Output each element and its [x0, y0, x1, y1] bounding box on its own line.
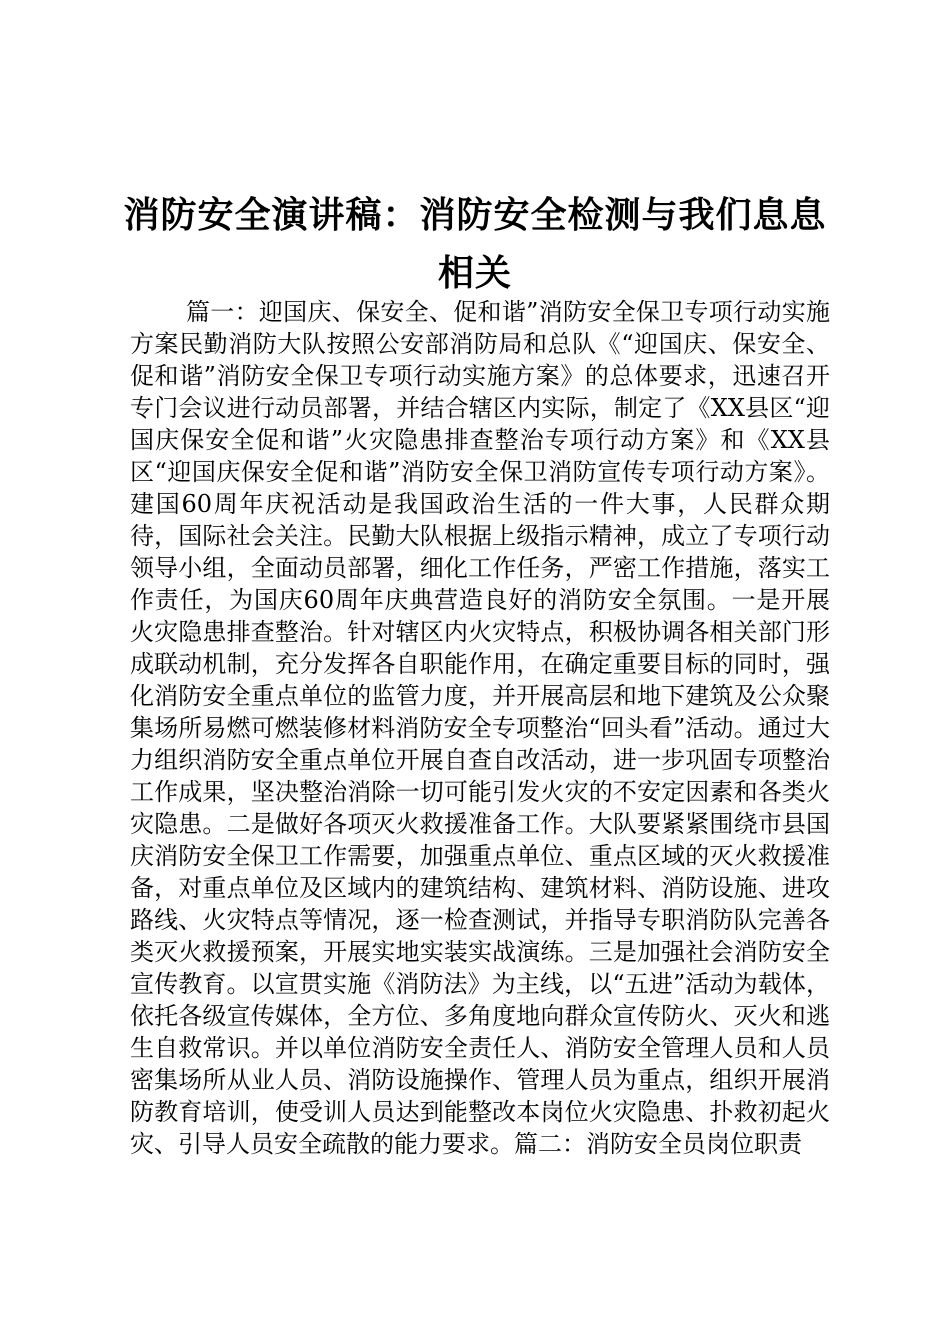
document-body-paragraph: 篇一：迎国庆、保安全、促和谐”消防安全保卫专项行动实施方案民勤消防大队按照公安部消防局和总队《“迎国庆、保安全、促和谐”消防安全保卫专项行动实施方案》的总体要求，迅速召开专门会议进行动员部署，并结合辖区内实际，制定了《XX县区“迎国庆保安全促和谐”火灾隐患排查整治专项行动方案》和《XX县区“迎国庆保安全促和谐”消防安全保卫消防宣传专项行动方案》。建国60周年庆祝活动是我国政治生活的一件大事，人民群众期待，国际社会关注。民勤大队根据上级指示精神，成立了专项行动领导小组，全面动员部署，细化工作任务，严密工作措施，落实工作责任，为国庆60周年庆典营造良好的消防安全氛围。一是开展火灾隐患排查整治。针对辖区内火灾特点，积极协调各相关部门形成联动机制，充分发挥各自职能作用，在确定重要目标的同时，强化消防安全重点单位的监管力度，并开展高层和地下建筑及公众聚集场所易燃可燃装修材料消防安全专项整治“回头看”活动。通过大力组织消防安全重点单位开展自查自改活动，进一步巩固专项整治工作成果，坚决整治消除一切可能引发火灾的不安定因素和各类火灾隐患。二是做好各项灭火救援准备工作。大队要紧紧围绕市县国庆消防安全保卫工作需要，加强重点单位、重点区域的灭火救援准备，对重点单位及区域内的建筑结构、建筑材料、消防设施、进攻路线、火灾特点等情况，逐一检查测试，并指导专职消防队完善各类灭火救援预案，开展实地实装实战演练。三是加强社会消防安全宣传教育。以宣贯实施《消防法》为主线，以“五进”活动为载体，依托各级宣传媒体，全方位、多角度地向群众宣传防火、灭火和逃生自救常识。并以单位消防安全责任人、消防安全管理人员和人员密集场所从业人员、消防设施操作、管理人员为重点，组织开展消防教育培训，使受训人员达到能整改本岗位火灾隐患、扑救初起火灾、引导人员安全疏散的能力要求。篇二：消防安全员岗位职责 — [130, 298, 830, 1158]
document-title: 消防安全演讲稿：消防安全检测与我们息息相关 — [123, 194, 827, 294]
